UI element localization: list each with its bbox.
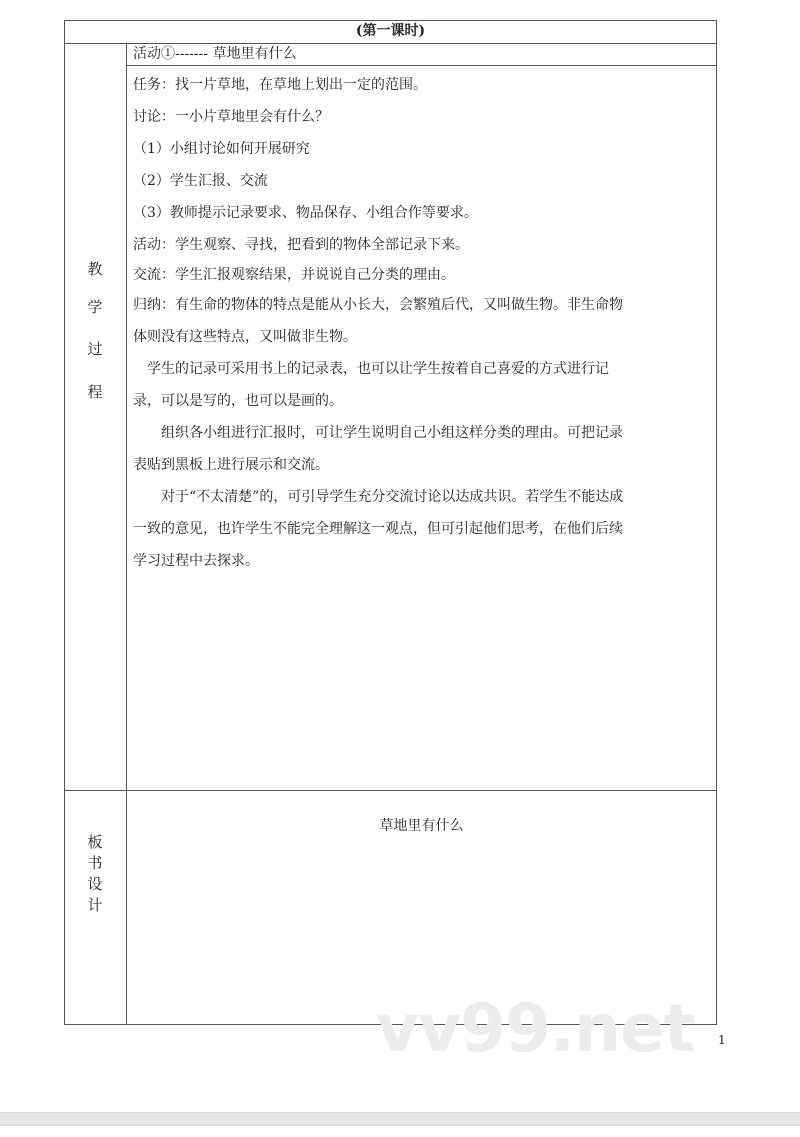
divider [64, 790, 717, 791]
text-line: 学生的记录可采用书上的记录表，也可以让学生按着自己喜爱的方式进行记 [133, 361, 609, 377]
divider [126, 65, 717, 66]
text-line: 交流：学生汇报观察结果，并说说自己分类的理由。 [133, 267, 455, 283]
lesson-period-title: (第一课时) [355, 23, 426, 39]
label-char: 学 [87, 298, 103, 316]
label-char: 过 [87, 340, 103, 358]
text-line: 表贴到黑板上进行展示和交流。 [133, 457, 329, 473]
teaching-process-content [133, 71, 713, 579]
label-char: 计 [87, 896, 103, 914]
text-line: （2）学生汇报、交流 [133, 173, 268, 189]
text-line: 一致的意见，也许学生不能完全理解这一观点，但可引起他们思考，在他们后续 [133, 521, 623, 537]
divider [126, 43, 127, 1025]
text-line: 学习过程中去探求。 [133, 553, 259, 569]
text-line: 活动：学生观察、寻找，把看到的物体全部记录下来。 [133, 237, 469, 253]
label-char: 板 [87, 833, 103, 851]
text-line: 任务：找一片草地，在草地上划出一定的范围。 [133, 77, 427, 93]
text-line: （3）教师提示记录要求、物品保存、小组合作等要求。 [133, 205, 478, 221]
text-line: 对于“不太清楚”的，可引导学生充分交流讨论以达成共识。若学生不能达成 [133, 489, 624, 505]
text-line: 讨论：一小片草地里会有什么？ [133, 109, 329, 125]
text-line: 归纳：有生命的物体的特点是能从小长大，会繁殖后代，又叫做生物。非生命物 [133, 297, 623, 313]
page-separator [0, 1112, 800, 1126]
text-line: 录，可以是写的，也可以是画的。 [133, 393, 343, 409]
label-char: 书 [87, 854, 103, 872]
teaching-process-label [64, 258, 126, 402]
board-design-title: 草地里有什么 [379, 818, 464, 834]
page-number: 1 [718, 1033, 726, 1047]
label-char: 教 [87, 260, 103, 278]
watermark: vv99.net [376, 990, 695, 1067]
label-char: 设 [87, 875, 103, 893]
text-line: 体则没有这些特点，又叫做非生物。 [133, 329, 357, 345]
activity-title: 活动①------- 草地里有什么 [133, 46, 297, 62]
text-line: （1）小组讨论如何开展研究 [133, 141, 310, 157]
label-char: 程 [87, 383, 103, 401]
board-design-label [64, 832, 126, 916]
text-line: 组织各小组进行汇报时，可让学生说明自己小组这样分类的理由。可把记录 [133, 425, 623, 441]
